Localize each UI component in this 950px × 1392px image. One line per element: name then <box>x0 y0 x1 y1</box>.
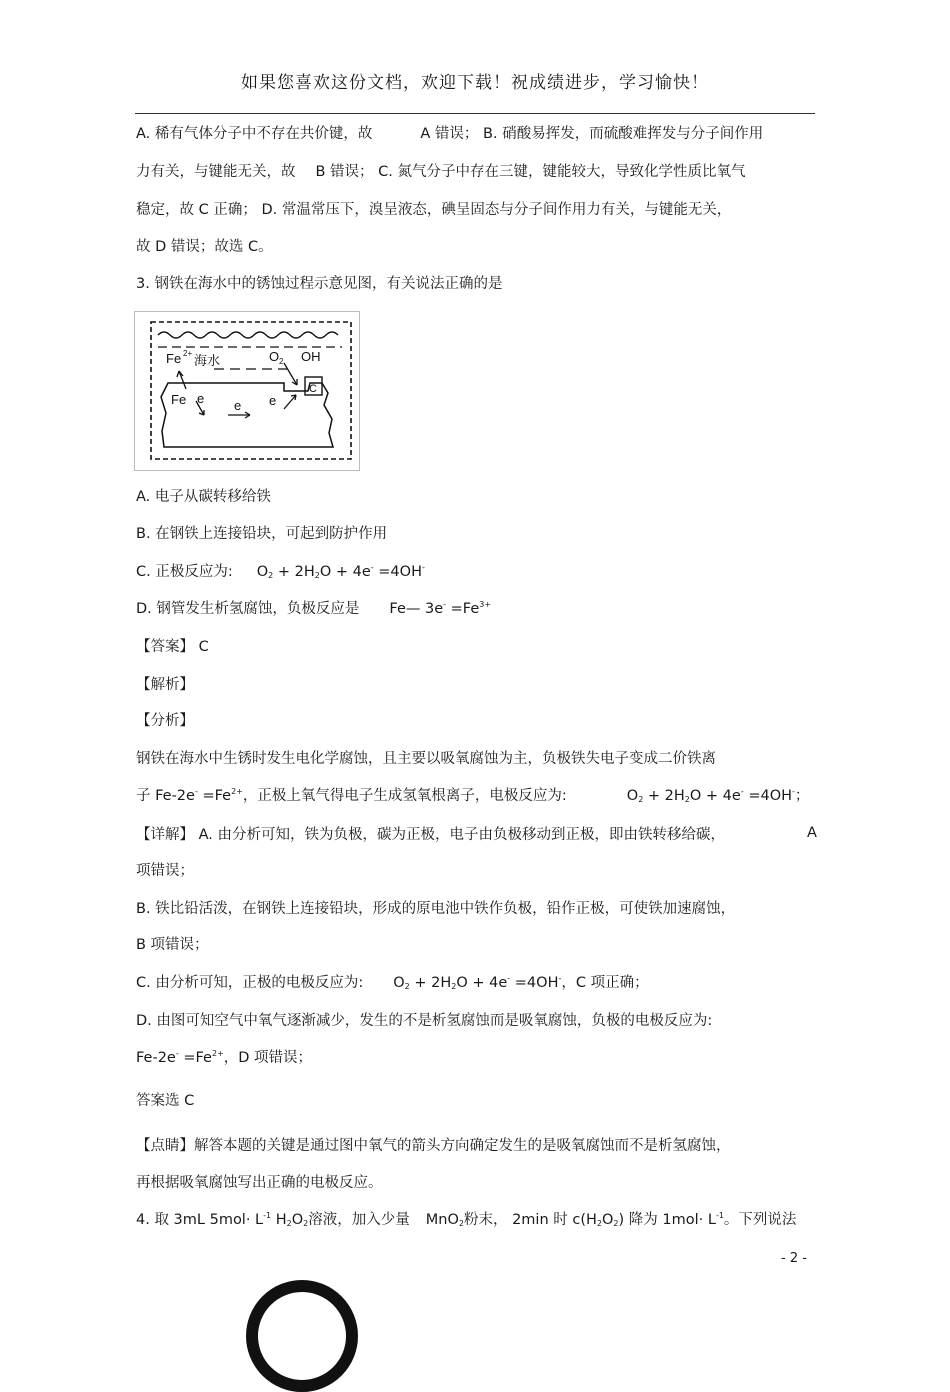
fe-label: Fe <box>171 392 187 407</box>
detail-line-2: 项错误； <box>136 863 194 879</box>
question-4-stem: 4. 取 3mL $5mol\cdot L^{-1}$ $H_2O_2$溶液，加入少量 MnO$_2$粉末， 2min 时 $c(H_2O_2)$ 降为 $1mol\cdot L^{-1}$。下列说法 <box>136 1211 797 1228</box>
option-c: C. 正极反应为: $O_2 + 2H_2O + 4e^- =4OH^-$ <box>136 563 425 580</box>
detail-line-1: 【详解】 A. 由分析可知，铁为负极，碳为正极，电子由负极移动到正极，即由铁转移给碳， <box>136 827 725 843</box>
o2-label: O <box>269 349 280 364</box>
key-point-line-1: 【点睛】解答本题的关键是通过图中氧气的箭头方向确定发生的是吸氧腐蚀而不是析氢腐蚀， <box>136 1138 731 1154</box>
prev-line-1: A. 稀有气体分子中不存在共价键，故 A 错误； B. 硝酸易挥发，而硫酸难挥发与分子间作用 <box>136 126 764 142</box>
option-a: A. 电子从碳转移给铁 <box>136 489 271 505</box>
carbon-label: C <box>309 383 317 395</box>
prev-line-3: 稳定，故 C 正确； D. 常温常压下，溴呈液态，碘呈固态与分子间作用力有关，与键能无关， <box>136 202 732 218</box>
detail-line-1-a: A <box>807 825 817 841</box>
detail-line-3: B. 铁比铅活泼，在钢铁上连接铅块，形成的原电池中铁作负极，铅作正极，可使铁加速腐蚀， <box>136 901 736 917</box>
fenxi-line-1: 钢铁在海水中生锈时发生电化学腐蚀，且主要以吸氧腐蚀为主，负极铁失电子变成二价铁离 <box>136 751 716 767</box>
fe2-label: Fe <box>166 351 182 366</box>
svg-text:2: 2 <box>279 357 284 366</box>
document-header: 如果您喜欢这份文档，欢迎下载！祝成绩进步，学习愉快！ <box>241 73 709 93</box>
question-stem: 3. 钢铁在海水中的锈蚀过程示意见图，有关说法正确的是 <box>136 276 503 292</box>
option-b: B. 在钢铁上连接铅块，可起到防护作用 <box>136 526 388 542</box>
prev-line-2: 力有关，与键能无关，故 B 错误； C. 氮气分子中存在三键，键能较大，导致化学性质比氧气 <box>136 164 746 180</box>
svg-text:2+: 2+ <box>183 349 193 358</box>
electron-label-2: e <box>234 398 242 413</box>
detail-line-8: 答案选 C <box>136 1093 195 1109</box>
page-number: - 2 - <box>781 1251 807 1266</box>
electron-label-1: e <box>197 391 205 406</box>
prev-line-4: 故 D 错误；故选 C。 <box>136 239 273 255</box>
seawater-label: 海水 <box>194 354 221 369</box>
detail-line-4: B 项错误； <box>136 937 209 953</box>
header-rule <box>135 113 815 114</box>
detail-line-7: $Fe-2e^- =Fe^{2+}$，D 项错误； <box>136 1049 313 1066</box>
fenxi-heading: 【分析】 <box>136 713 194 729</box>
detail-line-6: D. 由图可知空气中氧气逐渐减少，发生的不是析氢腐蚀而是吸氧腐蚀，负极的电极反应为: <box>136 1013 713 1029</box>
answer-label: 【答案】 C <box>136 639 209 655</box>
option-d: D. 钢管发生析氢腐蚀，负极反应是 Fe— $3e^- =Fe^{3+}$ <box>136 600 492 617</box>
electron-label-3: e <box>269 393 277 408</box>
ring-mark <box>246 1280 358 1392</box>
corrosion-diagram <box>134 311 360 471</box>
fenxi-line-2: 子 $Fe-2e^- =Fe^{2+}$，正极上氧气得电子生成氢氧根离子，电极反应为: $O_2 + 2H_2O + 4e^- =4OH^-$； <box>136 787 810 804</box>
analysis-heading: 【解析】 <box>136 677 194 693</box>
oh-label: OH <box>301 349 321 364</box>
key-point-line-2: 再根据吸氧腐蚀写出正确的电极反应。 <box>136 1175 383 1191</box>
detail-line-5: C. 由分析可知，正极的电极反应为: $O_2 + 2H_2O + 4e^- =4OH^-$，C 项正确； <box>136 974 649 991</box>
